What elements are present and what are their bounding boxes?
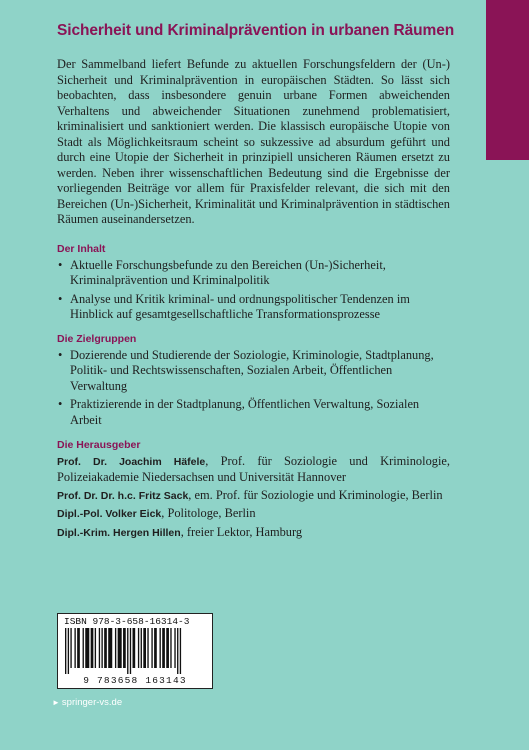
barcode-digits: 9 783658 163143 xyxy=(83,675,187,686)
list-item: • Praktizierende in der Stadtplanung, Öffentlichen Verwaltung, Sozialen Arbeit xyxy=(57,397,450,428)
blurb-text: Der Sammelband liefert Befunde zu aktuellen Forschungsfeldern der (Un-) Sicherheit und Kriminalprävention in europäischen Städten. So lässt sich beobachten, dass insbesondere genuin urbane Formen abweichenden Verhaltens und abweichender Situationen zunehmend problematisiert, kriminalisiert und sanktioniert werden. Die klassisch europäische Utopie von Stadt als Möglichkeitsraum scheint so sukzessive ad absurdum geführt und durch eine Utopie der Sicherheit in prinzipiell unsicheren Räumen ersetzt zu werden. Neben ihrer wissenschaftlichen Bedeutung sind die Ergebnisse der vorliegenden Beiträge vor allem für Praxisfelder relevant, die sich mit den Bereichen (Un-)Sicherheit, Kriminalität und Kriminalprävention in städtischen Räumen auseinandersetzen. xyxy=(57,57,450,226)
barcode-bar xyxy=(147,628,148,668)
isbn-label: ISBN 978-3-658-16314-3 xyxy=(64,616,190,627)
barcode-bar xyxy=(70,628,71,668)
editors-section xyxy=(57,439,450,543)
audience-heading: Die Zielgruppen xyxy=(57,333,137,345)
barcode-bar xyxy=(123,628,126,668)
barcode-bar xyxy=(65,628,66,674)
barcode-bar xyxy=(99,628,100,668)
editor-name: Dipl.-Pol. Volker Eick xyxy=(57,508,162,521)
audience-section xyxy=(57,333,450,431)
content-list xyxy=(57,258,450,323)
barcode-bar xyxy=(154,628,157,668)
page-title: Sicherheit und Kriminalprävention in urbanen Räumen xyxy=(57,22,455,39)
editor-desc: , Politologe, Berlin xyxy=(161,506,256,521)
barcode-bar xyxy=(177,628,178,674)
barcode-bar xyxy=(68,628,69,674)
barcode-bar xyxy=(170,628,171,668)
barcode-bar xyxy=(141,628,142,668)
editor-entry xyxy=(57,454,450,486)
editor-name: Prof. Dr. Joachim Häfele xyxy=(57,456,206,468)
barcode-bar xyxy=(138,628,139,668)
editor-name: Dipl.-Krim. Hergen Hillen xyxy=(57,526,181,539)
barcode-bar xyxy=(115,628,116,668)
publisher-link-text: springer-vs.de xyxy=(61,697,123,708)
barcode-bar xyxy=(133,628,136,668)
editor-desc: , Prof. für Soziologie und Kriminologie, Polizeiakademie Niedersachsen und Universität Hannover xyxy=(57,454,450,485)
barcode-bar xyxy=(74,628,75,668)
barcode-graphic xyxy=(63,628,207,674)
barcode-bar xyxy=(118,628,122,668)
barcode-bar xyxy=(143,628,146,668)
editor-entry xyxy=(57,525,450,541)
barcode-bar xyxy=(83,628,84,668)
arrow-right-icon: ► xyxy=(52,698,60,707)
barcode-bar xyxy=(104,628,107,668)
content-section xyxy=(57,243,450,326)
barcode-bar xyxy=(151,628,152,668)
barcode-bar xyxy=(127,628,128,674)
accent-bar xyxy=(486,0,529,160)
audience-list xyxy=(57,348,450,428)
barcode-bar xyxy=(91,628,94,668)
barcode-bar xyxy=(77,628,80,668)
editor-desc: , em. Prof. für Soziologie und Kriminologie, Berlin xyxy=(188,487,443,502)
editor-entry xyxy=(57,506,450,522)
barcode-bar xyxy=(166,628,169,668)
isbn-barcode xyxy=(57,613,213,689)
barcode-bar xyxy=(160,628,161,668)
list-item: • Aktuelle Forschungsbefunde zu den Bereichen (Un-)Sicherheit, Kriminalprävention und Kriminalpolitik xyxy=(57,258,450,289)
editor-desc: , freier Lektor, Hamburg xyxy=(180,524,303,539)
publisher-link[interactable] xyxy=(52,697,122,708)
barcode-bar xyxy=(130,628,131,674)
content-heading: Der Inhalt xyxy=(57,243,106,255)
list-item: • Analyse und Kritik kriminal- und ordnungspolitischer Tendenzen im Hinblick auf gesamtgesellschaftliche Transformationsprozesse xyxy=(57,292,450,323)
barcode-bar xyxy=(180,628,181,674)
barcode-bar xyxy=(85,628,89,668)
barcode-bar xyxy=(95,628,96,668)
editors-heading: Die Herausgeber xyxy=(57,439,141,451)
list-item: • Dozierende und Studierende der Soziologie, Kriminologie, Stadtplanung, Politik- und Rechtswissenschaften, Sozialen Arbeit, Öffentlichen Verwaltung xyxy=(57,348,450,394)
barcode-bar xyxy=(174,628,175,668)
editor-entry xyxy=(57,488,450,504)
barcode-bar xyxy=(101,628,102,668)
barcode-bar xyxy=(108,628,112,668)
barcode-bar xyxy=(162,628,165,668)
editor-name: Prof. Dr. Dr. h.c. Fritz Sack xyxy=(57,489,189,502)
